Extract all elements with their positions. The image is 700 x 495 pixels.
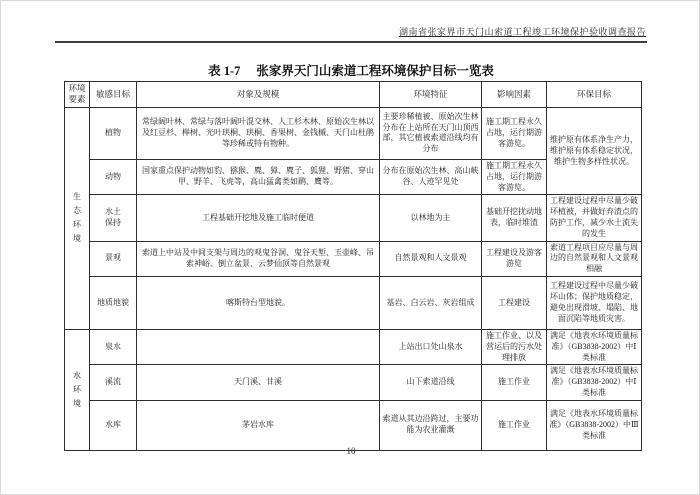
cell-impact-factor: 施工作业、以及营运后的污水处理排放	[482, 329, 547, 364]
cell-object-scale: 索道上中站及中间支架与周边的观鬼谷洞、鬼谷天堑、玉壶峰、吊索神峪、倒立盆景、云梦仙顶等自然景观	[137, 241, 380, 276]
cell-object-scale: 喀斯特台型地貌。	[137, 276, 380, 329]
cell-object-scale: 茅岩水库	[137, 400, 380, 450]
report-header-title: 湖南省张家界市天门山索道工程竣工环境保护验收调查报告	[398, 27, 646, 37]
table-number: 表 1-7	[208, 64, 241, 78]
cell-impact-factor: 施工期工程永久占地，运行期游客游览。	[482, 159, 547, 194]
table-row	[65, 365, 642, 400]
report-header	[56, 25, 646, 38]
page-number: 10	[346, 446, 356, 456]
cell-protection-goal: 满足《地表水环境质量标准》（GB3838-2002）中Ⅲ类标准	[547, 400, 642, 450]
table-row	[65, 400, 642, 450]
table-title-text: 张家界天门山索道工程环境保护目标一览表	[256, 64, 494, 78]
cell-env-feature: 自然景观和人文景观	[380, 241, 482, 276]
cell-protection-goal: 维护原有体系净生产力，维护原有体系稳定状况，维护生物多样性状况。	[547, 107, 642, 194]
cell-object-scale: 常绿阔叶林、常绿与落叶阔叶混交林、人工杉木林、原始次生林以及红豆杉、榉树、光叶珙桐、珙桐、香果树、金钱槭、天门山杜鹃等珍稀或特有物种。	[137, 107, 380, 159]
column-header-sensitive-target: 敏感目标	[90, 82, 137, 108]
cell-impact-factor: 工程建设	[482, 276, 547, 329]
column-header-env-feature: 环境特征	[380, 82, 482, 108]
cell-env-feature: 分布在原始次生林、高山峡谷、人迹罕见处	[380, 159, 482, 194]
cell-impact-factor: 施工作业	[482, 400, 547, 450]
group-cell-water: 水环境	[65, 329, 90, 450]
cell-env-feature: 索道从其边沿跨过，主要功能为农业灌溉	[380, 400, 482, 450]
cell-sensitive-target: 动物	[90, 159, 137, 194]
column-header-object-scale: 对象及规模	[137, 82, 380, 108]
cell-object-scale: 工程基础开挖地及施工临时便道	[137, 195, 380, 241]
cell-impact-factor: 工程建设及游客游览	[482, 241, 547, 276]
environmental-targets-table	[64, 81, 642, 451]
group-cell-ecological: 生态环境	[65, 107, 90, 329]
cell-env-feature: 主要珍稀植被、原始次生林分布在上站所在天门山顶西部，其它植被索道沿线均有分布	[380, 107, 482, 159]
column-header-env-element: 环境要素	[65, 82, 90, 108]
cell-sensitive-target: 水库	[90, 400, 137, 450]
cell-protection-goal: 满足《地表水环境质量标准》（GB3838-2002）中Ⅰ类标准	[547, 365, 642, 400]
cell-protection-goal: 工程建设过程中尽量少破坏山体；保护地质稳定，避免出现滑坡、塌陷、地面沉陷等地质灾害。	[547, 276, 642, 329]
cell-object-scale	[137, 329, 380, 364]
column-header-protection-goal: 环保目标	[547, 82, 642, 108]
cell-object-scale: 国家重点保护动物如豹、猕猴、麂、獐、麂子、狐狸、野猪、穿山甲、野羊、飞虎等，高山猛禽类如鹛、鹰等。	[137, 159, 380, 194]
table-title	[1, 61, 700, 79]
column-header-impact-factor: 影响因素	[482, 82, 547, 108]
cell-env-feature: 上站出口处山泉水	[380, 329, 482, 364]
cell-protection-goal: 索道工程项目应尽量与周边的自然景观和人文景观相融	[547, 241, 642, 276]
table-header-row	[65, 82, 642, 108]
table-row	[65, 241, 642, 276]
cell-sensitive-target: 植物	[90, 107, 137, 159]
cell-sensitive-target: 泉水	[90, 329, 137, 364]
cell-env-feature: 山下索道沿线	[380, 365, 482, 400]
cell-env-feature: 以林地为主	[380, 195, 482, 241]
cell-impact-factor: 基础开挖扰动地表，临时堆渣	[482, 195, 547, 241]
cell-sensitive-target: 水土保持	[90, 195, 137, 241]
cell-sensitive-target: 溪流	[90, 365, 137, 400]
table-row	[65, 195, 642, 241]
cell-sensitive-target: 地质地貌	[90, 276, 137, 329]
cell-protection-goal: 满足《地表水环境质量标准》（GB3838-2002）中Ⅰ类标准	[547, 329, 642, 364]
table-row	[65, 107, 642, 159]
cell-protection-goal: 工程建设过程中尽量少破坏植被，并做好弃渣点的防护工作，减少水土流失的发生	[547, 195, 642, 241]
cell-impact-factor: 施工期工程永久占地，运行期游客游览。	[482, 107, 547, 159]
table-row	[65, 329, 642, 364]
table-row	[65, 276, 642, 329]
header-rule	[55, 41, 647, 43]
cell-sensitive-target: 景观	[90, 241, 137, 276]
cell-env-feature: 基岩、白云岩、灰岩组成	[380, 276, 482, 329]
cell-object-scale: 天门溪、甘溪	[137, 365, 380, 400]
cell-impact-factor: 施工作业	[482, 365, 547, 400]
